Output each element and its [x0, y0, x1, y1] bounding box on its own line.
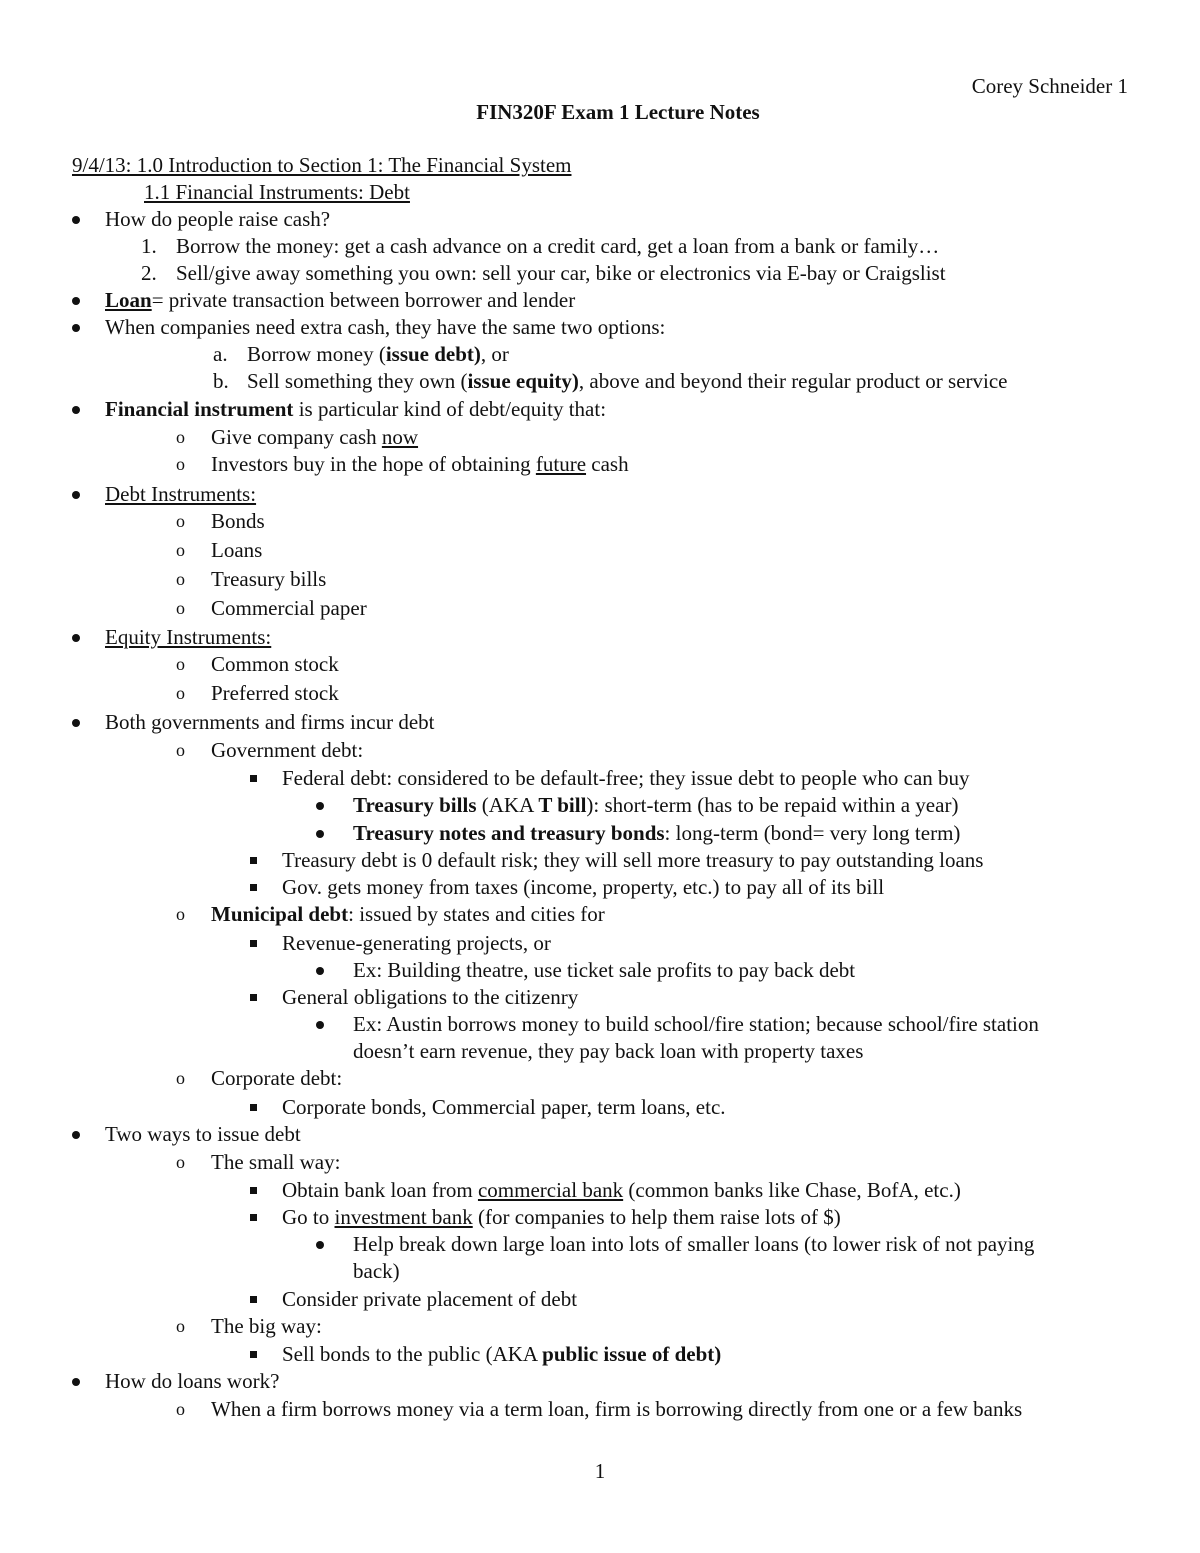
- bullet-icon: [72, 1378, 80, 1386]
- bullet-icon: [72, 324, 80, 332]
- circle-bullet-icon: o: [176, 654, 185, 674]
- square-bullet-icon: [250, 857, 257, 864]
- bullet-icon: [316, 1021, 324, 1029]
- bullet-icon: [72, 216, 80, 224]
- bullet-icon: [316, 1241, 324, 1249]
- running-header: Corey Schneider 1: [971, 74, 1128, 98]
- section-heading: 9/4/13: 1.0 Introduction to Section 1: The Financial System: [72, 153, 572, 177]
- bullet-icon: [72, 297, 80, 305]
- circle-bullet-icon: o: [176, 427, 185, 447]
- circle-bullet-icon: o: [176, 1068, 185, 1088]
- circle-bullet-icon: o: [176, 904, 185, 924]
- circle-bullet-icon: o: [176, 1152, 185, 1172]
- subsection-heading: 1.1 Financial Instruments: Debt: [144, 180, 410, 204]
- bullet-icon: [72, 491, 80, 499]
- bullet-icon: [316, 830, 324, 838]
- square-bullet-icon: [250, 1187, 257, 1194]
- circle-bullet-icon: o: [176, 540, 185, 560]
- page-number: 1: [594, 1459, 606, 1483]
- bullet-icon: [72, 634, 80, 642]
- square-bullet-icon: [250, 884, 257, 891]
- square-bullet-icon: [250, 775, 257, 782]
- circle-bullet-icon: o: [176, 569, 185, 589]
- document-page: Corey Schneider 1 FIN320F Exam 1 Lecture Notes 9/4/13: 1.0 Introduction to Section 1: The Financial System 1.1 Financial Instruments: Debt How do people raise cash? 1. Borrow the money: get a cash advance on a credit card, get a loan from a bank or family… 2. Sell/give away something you own: sell your car, bike or electronics via E-bay or Craigslist Loan= private transaction between borrower and lender When companies need extra cash, they have the same two options: a. Borrow money (issue debt), or b. Sell something they own (issue equity), above and beyond their regular product or service Financial instrument is particular kind of debt/equity that: o Give company cash now o Investors buy in the hope of obtaining future cash Debt Instruments: o Bonds o Loans o Treasury bills o Commercial paper Equity Instruments: o Common stock o Preferred stock Both governments and firms incur debt o Government debt: Federal debt: considered to be default-free; they issue debt to people who can buy Treasury bills (AKA T bill): short-term (has to be repaid within a year) Treasury notes and treasury bonds: long-term (bond= very long term) Treasury debt is 0 default risk; they will sell more treasury to pay outstanding loans Gov. gets money from taxes (income, property, etc.) to pay all of its bill o Municipal debt: issued by states and cities for Revenue-generating projects, or Ex: Building theatre, use ticket sale profits to pay back debt General obligations to the citizenry Ex: Austin borrows money to build school/fire station; because school/fire station doesn’t earn revenue, they pay back loan with property taxes o Corporate debt: Corporate bonds, Commercial paper, term loans, etc. Two ways to issue debt o The small way: Obtain bank loan from commercial bank (common banks like Chase, BofA, etc.) Go to investment bank (for companies to help them raise lots of $) Help break down large loan into lots of smaller loans (to lower risk of not paying back) Consider private placement of debt o The big way: Sell bonds to the public (AKA public issue of debt) How do loans work? o When a firm borrows money via a term loan, firm is borrowing directly from one or a few banks 1: [0, 0, 1200, 1553]
- bullet-icon: [316, 967, 324, 975]
- square-bullet-icon: [250, 940, 257, 947]
- bullet-icon: [72, 406, 80, 414]
- circle-bullet-icon: o: [176, 1399, 185, 1419]
- square-bullet-icon: [250, 1296, 257, 1303]
- square-bullet-icon: [250, 1214, 257, 1221]
- square-bullet-icon: [250, 994, 257, 1001]
- circle-bullet-icon: o: [176, 454, 185, 474]
- square-bullet-icon: [250, 1351, 257, 1358]
- document-title: FIN320F Exam 1 Lecture Notes: [476, 100, 760, 124]
- bullet-icon: [72, 1131, 80, 1139]
- bullet-icon: [316, 802, 324, 810]
- circle-bullet-icon: o: [176, 683, 185, 703]
- bullet-icon: [72, 719, 80, 727]
- square-bullet-icon: [250, 1104, 257, 1111]
- circle-bullet-icon: o: [176, 598, 185, 618]
- circle-bullet-icon: o: [176, 1316, 185, 1336]
- circle-bullet-icon: o: [176, 740, 185, 760]
- circle-bullet-icon: o: [176, 511, 185, 531]
